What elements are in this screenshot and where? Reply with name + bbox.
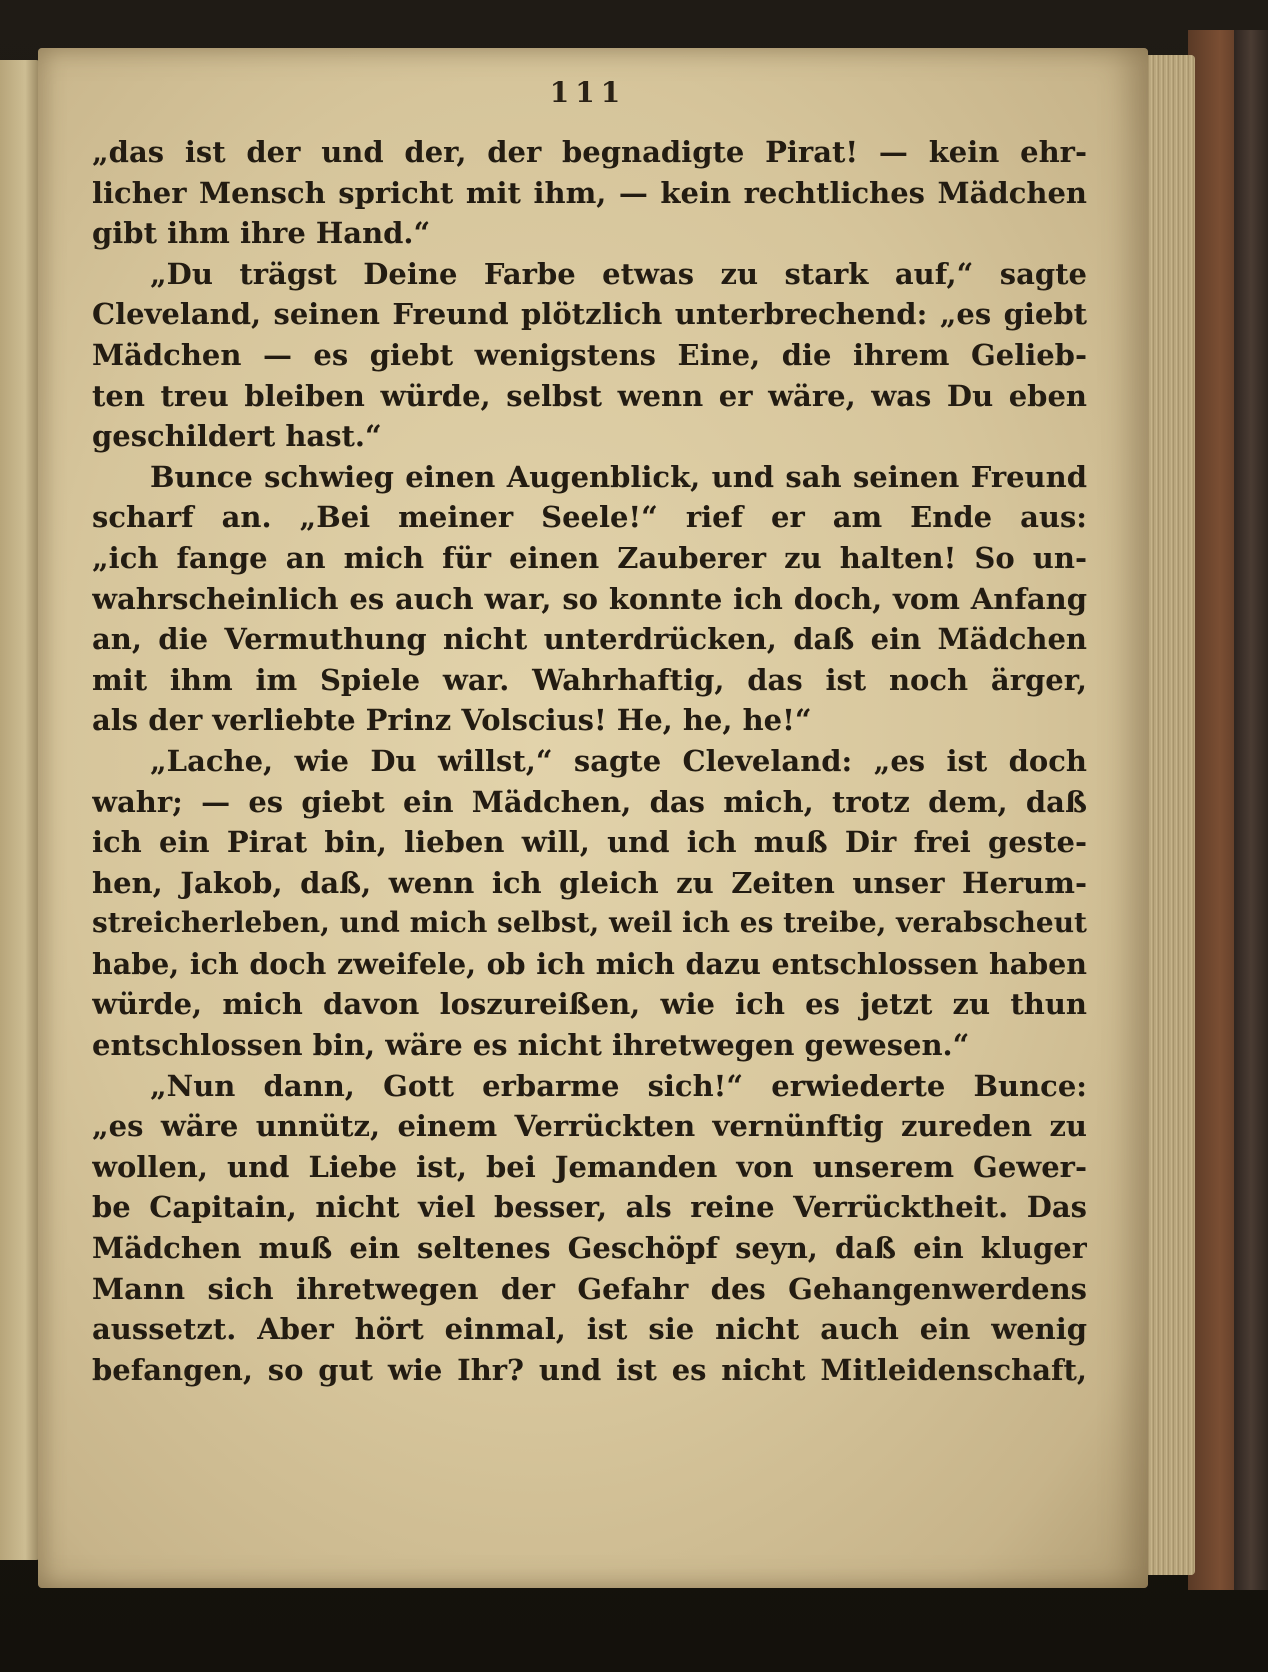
page-number: 111 bbox=[549, 76, 627, 109]
text-line: ten treu bleiben würde, selbst wenn er wäre, was Du eben bbox=[92, 378, 1087, 413]
text-line: licher Mensch spricht mit ihm, — kein rechtliches Mädchen bbox=[92, 175, 1087, 210]
book-spine-strip bbox=[1234, 30, 1268, 1590]
text-line: aussetzt. Aber hört einmal, ist sie nicht auch ein wenig bbox=[92, 1312, 1087, 1347]
text-line: Cleveland, seinen Freund plötzlich unterbrechend: „es giebt bbox=[92, 297, 1087, 332]
book-page bbox=[38, 48, 1148, 1588]
text-line: be Capitain, nicht viel besser, als reine Verrücktheit. Das bbox=[92, 1190, 1087, 1225]
previous-page-edge bbox=[0, 60, 42, 1560]
text-line: „ich fange an mich für einen Zauberer zu halten! So un- bbox=[92, 540, 1087, 575]
text-line: „Du trägst Deine Farbe etwas zu stark auf,“ sagte bbox=[150, 256, 1087, 291]
page-body-text bbox=[92, 132, 1087, 1390]
text-line: geschildert hast.“ bbox=[92, 419, 382, 454]
text-line: würde, mich davon loszureißen, wie ich es jetzt zu thun bbox=[92, 987, 1087, 1022]
text-line: scharf an. „Bei meiner Seele!“ rief er am Ende aus: bbox=[92, 500, 1087, 535]
text-line: an, die Vermuthung nicht unterdrücken, daß ein Mädchen bbox=[92, 622, 1087, 657]
text-line: als der verliebte Prinz Volscius! He, he, he!“ bbox=[92, 703, 812, 738]
text-line: „Lache, wie Du willst,“ sagte Cleveland: „es ist doch bbox=[150, 743, 1087, 778]
text-line: „das ist der und der, der begnadigte Pirat! — kein ehr- bbox=[92, 135, 1087, 169]
text-line: Mädchen — es giebt wenigstens Eine, die ihrem Gelieb- bbox=[92, 337, 1087, 372]
text-line: ich ein Pirat bin, lieben will, und ich muß Dir frei geste- bbox=[92, 825, 1087, 860]
text-line: Bunce schwieg einen Augenblick, und sah seinen Freund bbox=[150, 459, 1087, 494]
text-line: gibt ihm ihre Hand.“ bbox=[92, 216, 431, 251]
text-line: Mädchen muß ein seltenes Geschöpf seyn, daß ein kluger bbox=[92, 1231, 1087, 1266]
text-line: Mann sich ihretwegen der Gefahr des Gehangenwerdens bbox=[92, 1271, 1087, 1306]
text-line: befangen, so gut wie Ihr? und ist es nicht Mitleidenschaft, bbox=[92, 1352, 1087, 1387]
text-line: wahr; — es giebt ein Mädchen, das mich, trotz dem, daß bbox=[92, 784, 1087, 819]
text-line: habe, ich doch zweifele, ob ich mich dazu entschlossen haben bbox=[92, 946, 1087, 981]
text-line: wahrscheinlich es auch war, so konnte ich doch, vom Anfang bbox=[92, 581, 1087, 616]
text-line: „es wäre unnütz, einem Verrückten vernünftig zureden zu bbox=[92, 1109, 1087, 1144]
text-line: mit ihm im Spiele war. Wahrhaftig, das ist noch ärger, bbox=[92, 662, 1087, 697]
text-line: „Nun dann, Gott erbarme sich!“ erwiederte Bunce: bbox=[150, 1068, 1087, 1103]
page-edges-stack bbox=[1145, 55, 1195, 1575]
text-line: entschlossen bin, wäre es nicht ihretwegen gewesen.“ bbox=[92, 1028, 970, 1063]
text-line: hen, Jakob, daß, wenn ich gleich zu Zeiten unser Herum- bbox=[92, 865, 1087, 900]
text-line: streicherleben, und mich selbst, weil ich es treibe, verabscheut bbox=[92, 906, 1087, 940]
text-line: wollen, und Liebe ist, bei Jemanden von unserem Gewer- bbox=[92, 1149, 1087, 1184]
